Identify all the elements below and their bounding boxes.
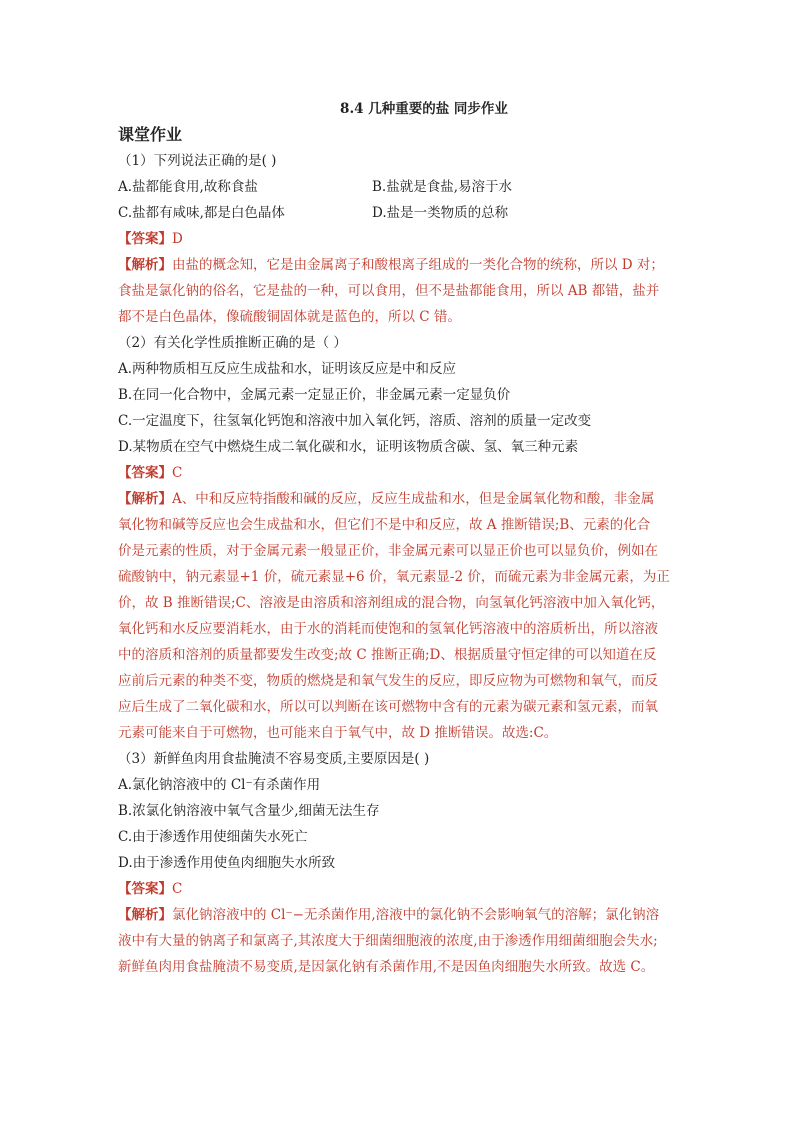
q1-analysis-line: 食盐是氯化钠的俗名，它是盐的一种，可以食用，但不是盐都能食用，所以 AB 都错，盐并 <box>118 283 660 299</box>
q2-option-b: B.在同一化合物中，金属元素一定显正价，非金属元素一定显负价 <box>118 387 511 403</box>
answer-value: C <box>172 465 183 481</box>
answer-tag: 【答案】 <box>118 465 172 481</box>
analysis-tag: 【解析】 <box>118 907 172 923</box>
q3-answer <box>118 876 678 902</box>
analysis-tag: 【解析】 <box>118 491 172 507</box>
document-page <box>118 96 678 980</box>
q2-analysis-line: 应后生成了二氧化碳和水，所以可以判断在该可燃物中含有的元素为碳元素和氢元素，而氧 <box>118 699 658 715</box>
answer-tag: 【答案】 <box>118 881 172 897</box>
q1-option-a: A.盐都能食用,故称食盐 <box>118 179 258 195</box>
question-3: （3）新鲜鱼肉用食盐腌渍不容易变质,主要原因是( ) <box>118 751 430 767</box>
q1-option-d: D.盐是一类物质的总称 <box>372 205 509 221</box>
analysis-text: 氯化钠溶液中的 Cl⁻−无杀菌作用,溶液中的氯化钠不会影响氧气的溶解；氯化钠溶 <box>172 907 660 923</box>
q1-option-b: B.盐就是食盐,易溶于水 <box>372 179 513 195</box>
question-1-options-row-1 <box>118 174 678 200</box>
q2-analysis-line: 价是元素的性质，对于金属元素一般显正价，非金属元素可以显正价也可以显负价，例如在 <box>118 543 658 559</box>
q2-analysis-line: 应前后元素的种类不变，物质的燃烧是和氧气发生的反应，即反应物为可燃物和氧气，而反 <box>118 673 658 689</box>
question-2: （2）有关化学性质推断正确的是（ ） <box>118 335 347 351</box>
q3-option-a: A.氯化钠溶液中的 Cl⁻有杀菌作用 <box>118 777 321 793</box>
question-1-options-row-2 <box>118 200 678 226</box>
analysis-text: 由盐的概念知，它是由金属离子和酸根离子组成的一类化合物的统称，所以 D 对； <box>172 257 664 273</box>
q3-option-d: D.由于渗透作用使鱼肉细胞失水所致 <box>118 855 336 871</box>
q2-analysis-line: 中的溶质和溶剂的质量都要发生改变;故 C 推断正确;D、根据质量守恒定律的可以知道在反 <box>118 647 657 663</box>
question-1: （1）下列说法正确的是( ) <box>118 153 277 169</box>
answer-value: D <box>172 231 183 247</box>
q2-analysis-line: 氧化物和碱等反应也会生成盐和水，但它们不是中和反应，故 A 推断错误;B、元素的化合 <box>118 517 651 533</box>
q2-analysis-line: 硫酸钠中，钠元素显+1 价，硫元素显+6 价，氧元素显-2 价，而硫元素为非金属元素，为正 <box>118 569 670 585</box>
q2-analysis-line: 价，故 B 推断错误;C、溶液是由溶质和溶剂组成的混合物，向氢氧化钙溶液中加入氧化钙， <box>118 595 665 611</box>
q3-analysis-line: 新鲜鱼肉用食盐腌渍不易变质,是因氯化钠有杀菌作用,不是因鱼肉细胞失水所致。故选 C。 <box>118 959 655 975</box>
q2-analysis-line: 元素可能来自于可燃物，也可能来自于氧气中，故 D 推断错误。故选:C。 <box>118 725 558 741</box>
section-heading: 课堂作业 <box>118 125 183 144</box>
answer-tag: 【答案】 <box>118 231 172 247</box>
q3-option-c: C.由于渗透作用使细菌失水死亡 <box>118 829 308 845</box>
document-title: 8.4 几种重要的盐 同步作业 <box>340 101 508 117</box>
q3-option-b: B.浓氯化钠溶液中氧气含量少,细菌无法生存 <box>118 803 380 819</box>
q1-answer <box>118 226 678 252</box>
q1-option-c: C.盐都有咸味,都是白色晶体 <box>118 205 285 221</box>
q3-analysis-line <box>118 902 678 928</box>
analysis-tag: 【解析】 <box>118 257 172 273</box>
q1-analysis-line <box>118 252 678 278</box>
q2-option-a: A.两种物质相互反应生成盐和水，证明该反应是中和反应 <box>118 361 457 377</box>
q2-option-d: D.某物质在空气中燃烧生成二氧化碳和水，证明该物质含碳、氢、氧三种元素 <box>118 439 579 455</box>
q3-analysis-line: 液中有大量的钠离子和氯离子,其浓度大于细菌细胞液的浓度,由于渗透作用细菌细胞会失水; <box>118 933 658 949</box>
answer-value: C <box>172 881 183 897</box>
q2-option-c: C.一定温度下，往氢氧化钙饱和溶液中加入氧化钙，溶质、溶剂的质量一定改变 <box>118 413 592 429</box>
q1-analysis-line: 都不是白色晶体，像硫酸铜固体就是蓝色的，所以 C 错。 <box>118 309 461 325</box>
analysis-text: A、中和反应特指酸和碱的反应，反应生成盐和水，但是金属氧化物和酸，非金属 <box>172 491 655 507</box>
q2-analysis-line: 氧化钙和水反应要消耗水，由于水的消耗而使饱和的氢氧化钙溶液中的溶质析出，所以溶液 <box>118 621 658 637</box>
q2-answer <box>118 460 678 486</box>
q2-analysis-line <box>118 486 678 512</box>
